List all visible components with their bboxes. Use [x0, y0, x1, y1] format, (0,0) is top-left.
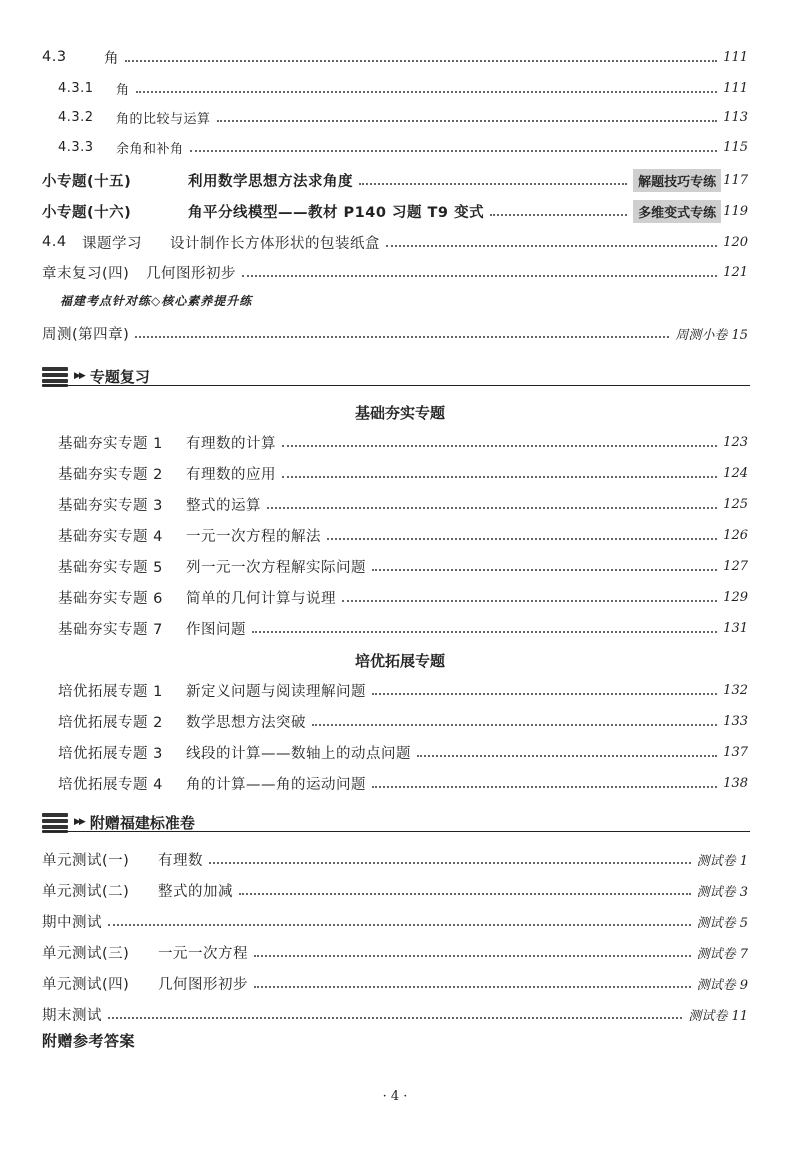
toc-page: 120 — [723, 234, 748, 250]
toc-title: 角的比较与运算 — [116, 111, 211, 127]
toc-label: 基础夯实专题 6 — [58, 590, 163, 607]
leader-dots — [217, 120, 718, 122]
section-title: 专题复习 — [89, 367, 150, 386]
fujian-practice-note: 福建考点针对练◇核心素养提升练 — [60, 294, 253, 308]
toc-title: 余角和补角 — [116, 141, 184, 157]
toc-page: 131 — [723, 620, 748, 636]
toc-label: 培优拓展专题 3 — [58, 745, 163, 762]
toc-number: 4.3.1 — [58, 80, 94, 96]
toc-page: 127 — [723, 558, 748, 574]
toc-page: 测试卷 11 — [688, 1008, 748, 1024]
toc-title: 一元一次方程的解法 — [186, 528, 321, 545]
leader-dots — [239, 893, 691, 895]
leader-dots — [386, 245, 717, 247]
leader-dots — [252, 631, 717, 633]
toc-title: 设计制作长方体形状的包装纸盒 — [170, 235, 380, 252]
toc-label: 基础夯实专题 4 — [58, 528, 163, 545]
book-stack-icon — [42, 811, 70, 833]
section-rule — [42, 831, 750, 832]
toc-title: 角 — [116, 82, 130, 98]
toc-label: 单元测试(二) — [42, 883, 130, 900]
toc-number: 4.4 — [42, 234, 67, 250]
toc-page: 测试卷 9 — [696, 977, 748, 993]
toc-entry[interactable] — [58, 677, 748, 703]
section-title: 附赠福建标准卷 — [89, 813, 195, 832]
toc-entry[interactable] — [42, 970, 748, 996]
toc-entry[interactable] — [58, 770, 748, 796]
toc-title: 整式的运算 — [186, 497, 261, 514]
leader-dots — [190, 150, 718, 152]
toc-page: 111 — [723, 80, 748, 96]
book-stack-icon — [42, 365, 70, 387]
toc-title: 作图问题 — [186, 621, 246, 638]
toc-page: 115 — [723, 139, 748, 155]
toc-entry[interactable] — [58, 584, 748, 610]
toc-page: 113 — [723, 109, 748, 125]
toc-title: 角的计算——角的运动问题 — [186, 776, 366, 793]
toc-title: 数学思想方法突破 — [186, 714, 306, 731]
page-number: · 4 · — [382, 1089, 408, 1104]
leader-dots — [125, 60, 717, 62]
toc-label: 单元测试(三) — [42, 945, 130, 962]
subsection-heading-advanced: 培优拓展专题 — [354, 652, 445, 670]
toc-title: 利用数学思想方法求角度 — [188, 173, 353, 190]
toc-label: 周测(第四章) — [42, 326, 130, 343]
toc-entry[interactable] — [58, 522, 748, 548]
leader-dots — [254, 986, 691, 988]
toc-entry[interactable] — [42, 877, 748, 903]
toc-entry-4-4[interactable] — [42, 229, 748, 255]
toc-entry[interactable] — [58, 460, 748, 486]
toc-entry[interactable] — [58, 429, 748, 455]
leader-dots — [254, 955, 691, 957]
toc-entry-4-3-3[interactable] — [58, 134, 748, 160]
toc-entry-chapter-review[interactable] — [42, 259, 748, 285]
leader-dots — [135, 336, 669, 338]
leader-dots — [136, 91, 718, 93]
toc-entry[interactable] — [58, 553, 748, 579]
toc-page: 测试卷 5 — [696, 915, 748, 931]
answers-entry[interactable]: 附赠参考答案 — [42, 1032, 136, 1050]
toc-page: 111 — [723, 49, 748, 65]
section-rule — [42, 385, 750, 386]
toc-title: 角 — [104, 50, 119, 67]
double-arrow-icon: ▶▶ — [74, 371, 84, 381]
leader-dots — [209, 862, 691, 864]
toc-page: 138 — [723, 775, 748, 791]
toc-title: 整式的加减 — [158, 883, 233, 900]
toc-label: 基础夯实专题 1 — [58, 435, 163, 452]
toc-title: 一元一次方程 — [158, 945, 248, 962]
toc-title: 几何图形初步 — [146, 265, 236, 282]
leader-dots — [490, 214, 627, 216]
leader-dots — [312, 724, 717, 726]
leader-dots — [359, 183, 627, 185]
toc-page: 126 — [723, 527, 748, 543]
practice-tag: 多维变式专练 — [633, 200, 721, 223]
toc-number: 4.3.3 — [58, 139, 94, 155]
leader-dots — [282, 476, 717, 478]
toc-page: 117 — [723, 172, 748, 188]
leader-dots — [108, 1017, 682, 1019]
leader-dots — [108, 924, 691, 926]
toc-entry-special-16[interactable] — [42, 198, 748, 224]
toc-title: 列一元一次方程解实际问题 — [186, 559, 366, 576]
toc-entry-4-3[interactable] — [42, 44, 748, 70]
toc-title: 有理数 — [158, 852, 203, 869]
toc-title: 角平分线模型——教材 P140 习题 T9 变式 — [188, 204, 485, 221]
toc-page: 125 — [723, 496, 748, 512]
toc-page: 周测小卷 15 — [675, 327, 748, 343]
leader-dots — [282, 445, 717, 447]
toc-page: 132 — [723, 682, 748, 698]
toc-label: 小专题(十五) — [42, 173, 132, 190]
toc-entry-special-15[interactable] — [42, 167, 748, 193]
toc-entry[interactable] — [58, 739, 748, 765]
toc-title: 几何图形初步 — [158, 976, 248, 993]
toc-entry[interactable] — [58, 708, 748, 734]
toc-label: 培优拓展专题 4 — [58, 776, 163, 793]
toc-entry-weekly-test[interactable] — [42, 320, 748, 346]
toc-page: 124 — [723, 465, 748, 481]
toc-entry[interactable] — [42, 939, 748, 965]
toc-label: 基础夯实专题 7 — [58, 621, 163, 638]
toc-entry[interactable] — [58, 491, 748, 517]
toc-page: 测试卷 7 — [696, 946, 748, 962]
toc-label: 基础夯实专题 2 — [58, 466, 163, 483]
toc-page: 测试卷 3 — [696, 884, 748, 900]
toc-title: 线段的计算——数轴上的动点问题 — [186, 745, 411, 762]
leader-dots — [417, 755, 717, 757]
toc-entry[interactable] — [42, 846, 748, 872]
toc-title: 新定义问题与阅读理解问题 — [186, 683, 366, 700]
toc-label: 培优拓展专题 1 — [58, 683, 163, 700]
toc-label: 单元测试(四) — [42, 976, 130, 993]
double-arrow-icon: ▶▶ — [74, 817, 84, 827]
subsection-heading-basic: 基础夯实专题 — [354, 404, 445, 422]
toc-entry-4-3-2[interactable] — [58, 104, 748, 130]
toc-page: 121 — [723, 264, 748, 280]
toc-page: 测试卷 1 — [696, 853, 748, 869]
toc-number: 4.3.2 — [58, 109, 94, 125]
toc-label: 章末复习(四) — [42, 265, 130, 282]
toc-title: 简单的几何计算与说理 — [186, 590, 336, 607]
leader-dots — [327, 538, 717, 540]
leader-dots — [372, 693, 717, 695]
toc-label: 期末测试 — [42, 1007, 102, 1024]
toc-page: 129 — [723, 589, 748, 605]
toc-label: 单元测试(一) — [42, 852, 130, 869]
toc-label: 期中测试 — [42, 914, 102, 931]
leader-dots — [267, 507, 717, 509]
leader-dots — [242, 275, 717, 277]
toc-entry[interactable] — [42, 908, 748, 934]
toc-page: 123 — [723, 434, 748, 450]
toc-label: 小专题(十六) — [42, 204, 132, 221]
toc-label: 课题学习 — [82, 235, 142, 252]
leader-dots — [342, 600, 717, 602]
toc-page: 119 — [723, 203, 748, 219]
leader-dots — [372, 786, 717, 788]
toc-entry-4-3-1[interactable] — [58, 75, 748, 101]
toc-entry[interactable] — [58, 615, 748, 641]
practice-tag: 解题技巧专练 — [633, 169, 721, 192]
toc-page: 137 — [723, 744, 748, 760]
toc-entry[interactable] — [42, 1001, 748, 1027]
toc-label: 培优拓展专题 2 — [58, 714, 163, 731]
toc-title: 有理数的计算 — [186, 435, 276, 452]
leader-dots — [372, 569, 717, 571]
toc-title: 有理数的应用 — [186, 466, 276, 483]
toc-page: 133 — [723, 713, 748, 729]
toc-label: 基础夯实专题 5 — [58, 559, 163, 576]
toc-number: 4.3 — [42, 49, 67, 65]
toc-label: 基础夯实专题 3 — [58, 497, 163, 514]
